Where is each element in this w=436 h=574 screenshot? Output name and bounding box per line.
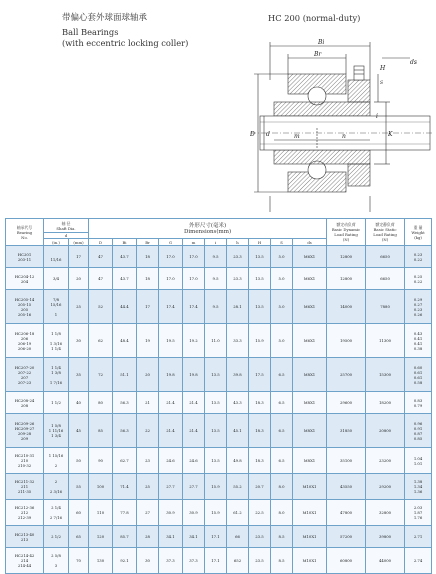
cell-no: HC211-32 211 211-35 [6,474,44,500]
cell-c0r: 7880 [366,290,405,324]
cell-D: 62 [89,324,113,358]
cell-H: 18.3 [249,448,271,474]
cell-c0r: 32800 [366,500,405,526]
cell-h: 652 [227,548,249,574]
cell-Bi: 62.7 [113,448,137,474]
label-d: d [266,131,270,138]
cell-mm: 25 [69,290,89,324]
cell-cr: 14000 [327,290,366,324]
cell-c0r: 23200 [366,448,405,474]
cell-H: 18.3 [249,392,271,414]
cell-c0r: 18200 [366,392,405,414]
cell-Br: 27 [137,500,159,526]
cell-i: 9.5 [205,268,227,290]
header-D: D [89,239,113,246]
cell-cr: 60800 [327,548,366,574]
cell-in: 1 15/16 2 [44,448,69,474]
label-H: H [380,65,386,72]
cell-H: 13.5 [249,246,271,268]
cell-Bi: 43.7 [113,246,137,268]
cell-mm: 30 [69,324,89,358]
cell-H: 13.5 [249,290,271,324]
cell-Bi: 92.1 [113,548,137,574]
cell-wt: 0.96 0.91 0.87 0.85 [405,414,432,448]
cell-ds: M6X1 [293,290,327,324]
cell-in: 2 2 3/16 [44,474,69,500]
cell-ds: M6X1 [293,268,327,290]
label-S: S [380,81,384,86]
cell-cr: 43550 [327,474,366,500]
cell-S: 6.5 [271,414,293,448]
title-chinese: 带偏心套外球面球轴承 [62,13,148,23]
cell-D: 80 [89,392,113,414]
header-ds: ds [293,239,327,246]
cell-m: 37.3 [183,548,205,574]
cell-S: 5.0 [271,268,293,290]
cell-cr: 57200 [327,526,366,548]
cell-i: 13.5 [205,392,227,414]
table-row [6,290,432,324]
cell-Br: 21 [137,392,159,414]
spec-table [5,218,432,574]
cell-h: 49.8 [227,448,249,474]
cell-Bi: 56.3 [113,414,137,448]
spec-table-body [6,246,432,574]
cell-wt: 1.38 1.34 1.36 [405,474,432,500]
cell-wt: 0.29 0.27 0.23 0.26 [405,290,432,324]
table-row [6,246,432,268]
cell-ds: M8X1 [293,392,327,414]
cell-wt: 2.74 [405,548,432,574]
cell-D: 120 [89,526,113,548]
cell-no: HC201 203-11 [6,246,44,268]
cell-m: 30.9 [183,500,205,526]
cell-mm: 55 [69,474,89,500]
label-Br: Br [314,51,322,58]
header-shaft-d: d [44,233,89,239]
header-H: H [249,239,271,246]
cell-h: 55.2 [227,474,249,500]
label-m: m [294,133,300,140]
header-weight: 重 量 Weight (kg) [405,219,432,246]
cell-Bi: 56.3 [113,392,137,414]
cell-D: 52 [89,290,113,324]
cell-no: HC208-24 208 [6,392,44,414]
cell-D: 110 [89,500,113,526]
cell-in: 2 1/4 2 7/16 [44,500,69,526]
cell-m: 24.6 [183,448,205,474]
cell-H: 13.5 [249,268,271,290]
cell-in: 1 5/8 1 11/16 1 3/4 [44,414,69,448]
cell-G: 30.9 [159,500,183,526]
cell-wt: 0.25 0.22 [405,268,432,290]
label-i: i [376,113,378,120]
header-S: S [271,239,293,246]
table-row [6,392,432,414]
cell-in: 3/4 [44,268,69,290]
cell-D: 85 [89,414,113,448]
cell-c0r: 6650 [366,268,405,290]
cell-ds: M10X1 [293,500,327,526]
cell-mm: 70 [69,548,89,574]
cell-no: HC207-20 207-22 207 207-23 [6,358,44,392]
cell-wt: 0.43 0.41 0.41 0.38 [405,324,432,358]
cell-i: 13.5 [205,358,227,392]
table-row [6,448,432,474]
cell-cr: 31850 [327,414,366,448]
cell-wt: 0.23 0.22 [405,246,432,268]
cell-G: 21.4 [159,392,183,414]
cell-cr: 29600 [327,392,366,414]
cell-h: 28.1 [227,290,249,324]
cell-G: 34.1 [159,526,183,548]
cell-in: 1 1/4 1 3/8 1 7/16 [44,358,69,392]
cell-c0r: 11300 [366,324,405,358]
cell-D: 47 [89,268,113,290]
cell-H: 22.5 [249,500,271,526]
cell-S: 6.5 [271,448,293,474]
cell-h: 61.2 [227,500,249,526]
cell-no: HC206-18 206 206-19 206-20 [6,324,44,358]
cell-Br: 20 [137,358,159,392]
cell-G: 37.3 [159,548,183,574]
cell-c0r: 39800 [366,526,405,548]
cell-S: 5.0 [271,324,293,358]
cell-ds: M8X1 [293,448,327,474]
header-h: h [227,239,249,246]
cell-Br: 18 [137,246,159,268]
cell-ds: M10X1 [293,548,327,574]
label-Bi: Bi [318,39,325,46]
cell-h: 23.3 [227,268,249,290]
cell-wt: 1.04 1.01 [405,448,432,474]
cell-Br: 22 [137,414,159,448]
cell-i: 9.5 [205,290,227,324]
cell-i: 13.5 [205,414,227,448]
cell-Bi: 48.4 [113,324,137,358]
cell-ds: M8X1 [293,358,327,392]
table-row [6,324,432,358]
cell-H: 23.5 [249,548,271,574]
cell-H: 23.5 [249,526,271,548]
cell-ds: M10X1 [293,526,327,548]
cell-D: 47 [89,246,113,268]
cell-m: 19.2 [183,324,205,358]
header-shaft-dia: 轴 径 Shaft Dia. [44,219,89,233]
cell-G: 17.4 [159,290,183,324]
cell-S: 8.0 [271,500,293,526]
cell-cr: 25700 [327,358,366,392]
cell-mm: 45 [69,414,89,448]
cell-D: 130 [89,548,113,574]
cell-Br: 18 [137,268,159,290]
cell-Br: 28 [137,526,159,548]
cell-S: 6.5 [271,392,293,414]
cell-G: 19.5 [159,324,183,358]
cell-m: 21.4 [183,414,205,448]
cell-i: 11.0 [205,324,227,358]
title-english: Ball Bearings [62,27,119,37]
cell-h: 33.3 [227,324,249,358]
cell-G: 24.6 [159,448,183,474]
cell-h: 43.3 [227,392,249,414]
cell-i: 17.1 [205,548,227,574]
header-bearing-no: 轴承代号 Bearing No. [6,219,44,246]
table-row [6,268,432,290]
cell-wt: 2.71 [405,526,432,548]
label-K: K [388,131,393,138]
table-row [6,548,432,574]
cell-Bi: 85.7 [113,526,137,548]
label-ds: ds [410,59,417,66]
table-row [6,474,432,500]
table-row [6,414,432,448]
cell-ds: M8X1 [293,414,327,448]
subtitle-english: (with eccentric locking coller) [62,38,189,48]
cell-i: 13.5 [205,448,227,474]
cell-H: 20.7 [249,474,271,500]
header-dynamic-load: 额定动负荷 Basic Dynamic Load Rating (N) [327,219,366,246]
cell-Bi: 77.8 [113,500,137,526]
label-D: D [250,131,255,138]
cell-no: HC204-12 204 [6,268,44,290]
cell-i: 9.5 [205,246,227,268]
cell-c0r: 20800 [366,414,405,448]
cell-no: HC213-40 213 [6,526,44,548]
cell-mm: 40 [69,392,89,414]
header-G: G [159,239,183,246]
cell-c0r: 6650 [366,246,405,268]
cell-in: 7/8 15/16 1 [44,290,69,324]
cell-m: 27.7 [183,474,205,500]
cell-Bi: 43.7 [113,268,137,290]
cell-S: 5.0 [271,246,293,268]
cell-Br: 23 [137,448,159,474]
cell-h: 39.8 [227,358,249,392]
cell-i: 15.9 [205,500,227,526]
cell-in: 1 1/8 1 3/16 1 1/4 [44,324,69,358]
cell-no: HC214-42 214 214-44 [6,548,44,574]
cell-no: HC210-31 210 210-32 [6,448,44,474]
cell-Bi: 71.4 [113,474,137,500]
cell-c0r: 29200 [366,474,405,500]
cell-c0r: 44000 [366,548,405,574]
cell-G: 21.4 [159,414,183,448]
cell-mm: 17 [69,246,89,268]
cell-wt: 2.03 1.87 1.76 [405,500,432,526]
cell-Br: 19 [137,324,159,358]
cell-in: 2 5/8 3 [44,548,69,574]
cell-S: 6.5 [271,358,293,392]
cell-m: 21.4 [183,392,205,414]
cell-G: 27.7 [159,474,183,500]
cell-m: 19.8 [183,358,205,392]
cell-in: 1 1/2 [44,392,69,414]
cell-Bi: 44.4 [113,290,137,324]
cell-mm: 50 [69,448,89,474]
cell-Br: 25 [137,474,159,500]
cell-S: 5.0 [271,290,293,324]
cell-cr: 12800 [327,246,366,268]
cell-m: 34.1 [183,526,205,548]
cell-D: 90 [89,448,113,474]
bearing-diagram [250,36,432,214]
cell-S: 8.5 [271,548,293,574]
cell-h: 66 [227,526,249,548]
cell-ds: M6X1 [293,246,327,268]
cell-mm: 60 [69,500,89,526]
cell-ds: M6X1 [293,324,327,358]
cell-h: 45.1 [227,414,249,448]
label-n: n [342,133,346,140]
cell-wt: 0.60 0.61 0.61 0.58 [405,358,432,392]
cell-Bi: 51.1 [113,358,137,392]
cell-in: 2 1/2 [44,526,69,548]
header-mm: (mm) [69,239,89,246]
header-static-load: 额定静负荷 Basic Static Load Rating (N) [366,219,405,246]
cell-cr: 35100 [327,448,366,474]
header-block [62,13,252,49]
cell-i: 15.9 [205,474,227,500]
cell-cr: 19500 [327,324,366,358]
cell-D: 100 [89,474,113,500]
header-Bi: Bi [113,239,137,246]
cell-cr: 47800 [327,500,366,526]
cell-H: 17.5 [249,358,271,392]
header-i: i [205,239,227,246]
header-in: (in.) [44,239,69,246]
cell-ds: M10X1 [293,474,327,500]
cell-m: 17.0 [183,268,205,290]
header-dimensions: 外形尺寸(毫米) Dimensions(mm) [89,219,327,239]
cell-Br: 17 [137,290,159,324]
cell-S: 8.5 [271,526,293,548]
cell-S: 8.0 [271,474,293,500]
cell-mm: 65 [69,526,89,548]
header-m: m [183,239,205,246]
cell-wt: 0.83 0.79 [405,392,432,414]
cell-h: 23.3 [227,246,249,268]
cell-i: 17.1 [205,526,227,548]
cell-mm: 35 [69,358,89,392]
model-label: HC 200 (normal-duty) [268,13,361,23]
table-row [6,526,432,548]
cell-G: 17.0 [159,246,183,268]
header-Br: Br [137,239,159,246]
cell-m: 17.0 [183,246,205,268]
cell-c0r: 15300 [366,358,405,392]
cell-cr: 12800 [327,268,366,290]
table-row [6,500,432,526]
cell-Br: 30 [137,548,159,574]
cell-no: HC209-26 HC209-27 209-28 209 [6,414,44,448]
cell-no: HC212-36 212 212-39 [6,500,44,526]
cell-in: 11/16 [44,246,69,268]
cell-G: 17.0 [159,268,183,290]
cell-D: 72 [89,358,113,392]
table-row [6,358,432,392]
cell-H: 18.3 [249,414,271,448]
cell-G: 19.8 [159,358,183,392]
cell-H: 15.9 [249,324,271,358]
cell-mm: 20 [69,268,89,290]
cell-no: HC205-14 205-15 205 205-16 [6,290,44,324]
cell-m: 17.4 [183,290,205,324]
